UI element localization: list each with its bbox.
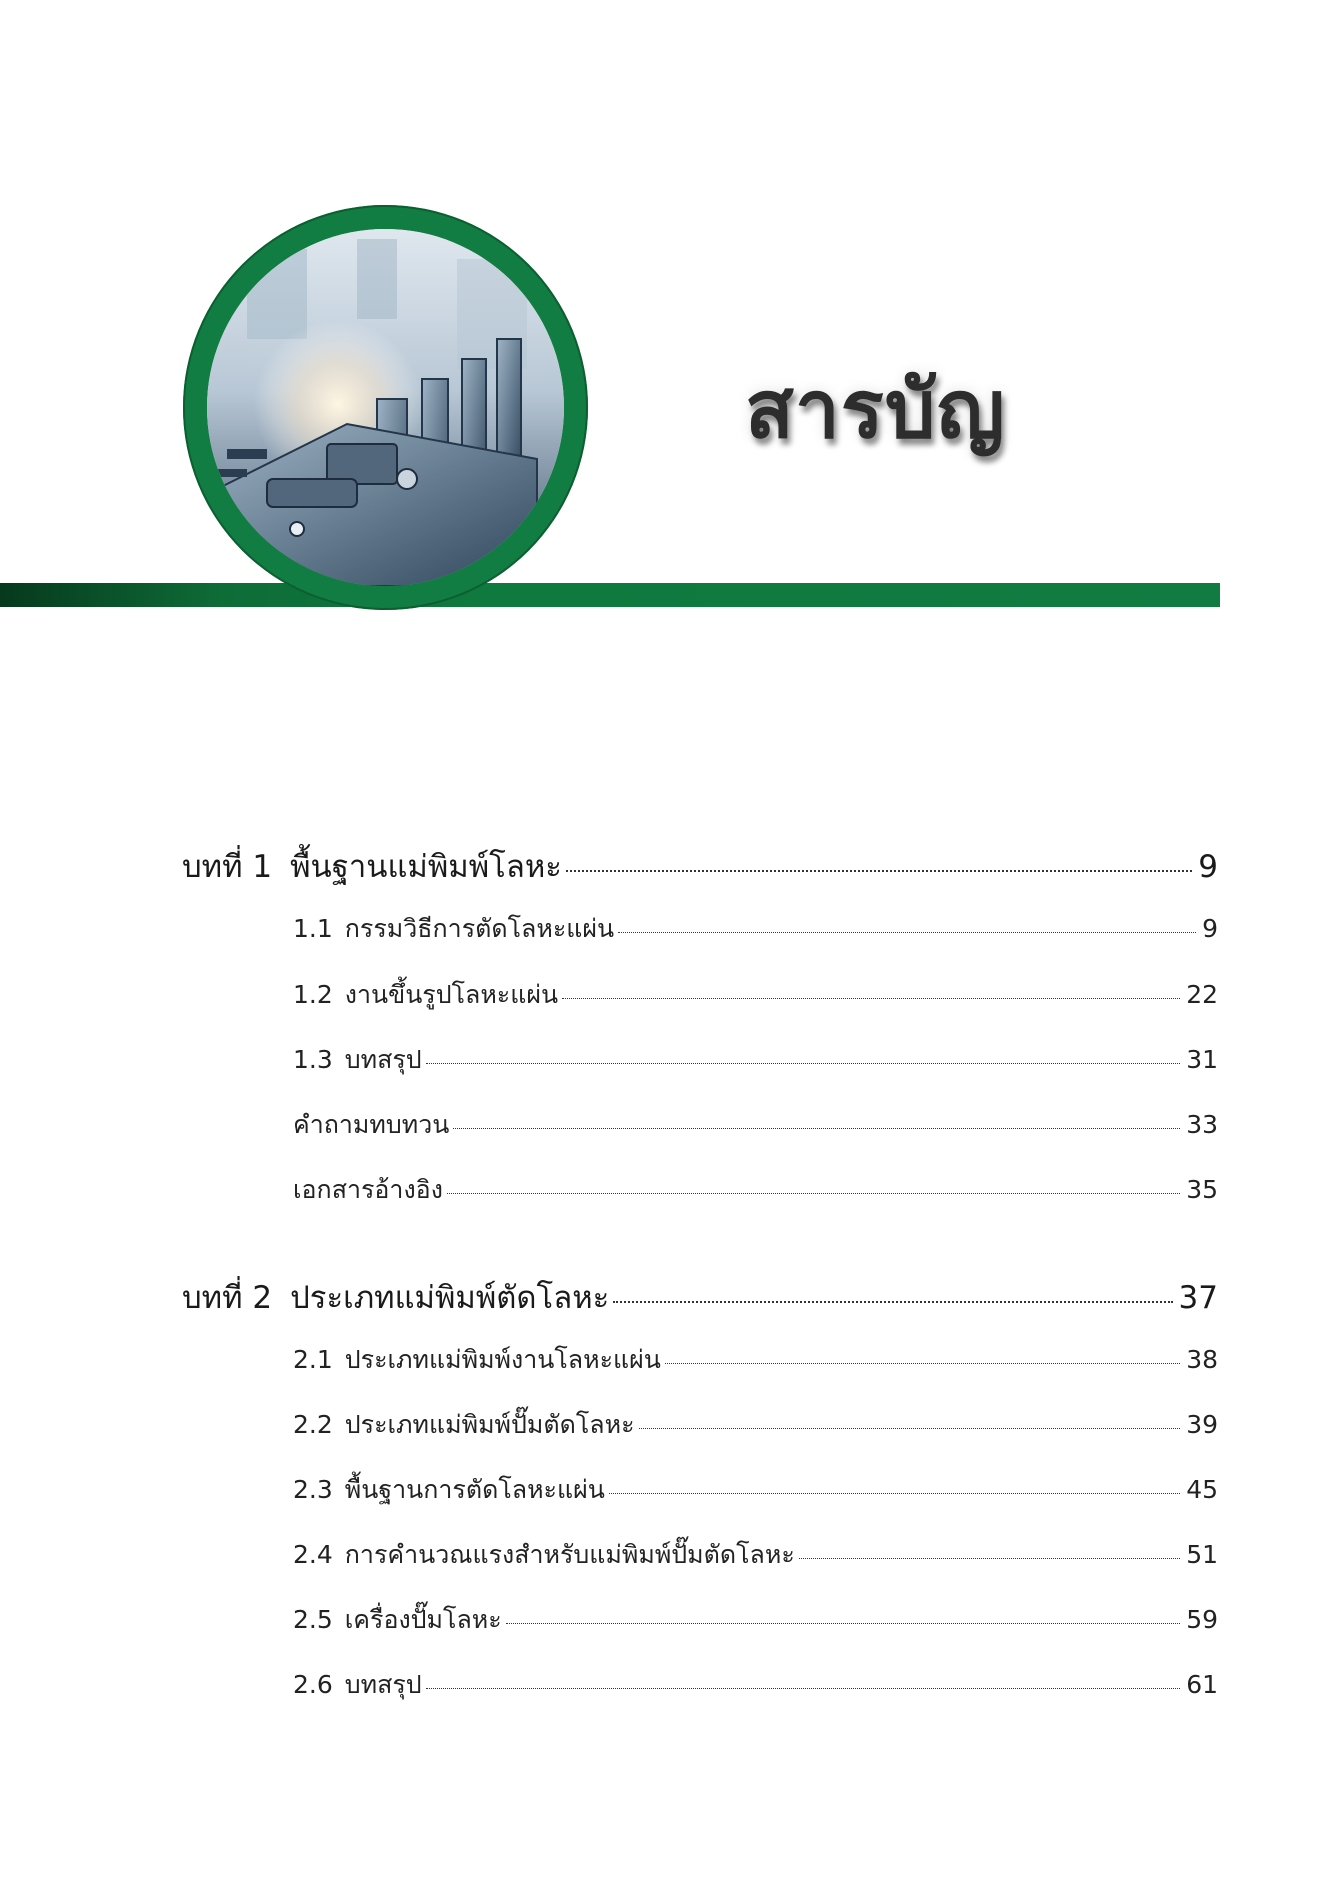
toc-section[interactable] (293, 1470, 1218, 1506)
page-number: 39 (1186, 1410, 1218, 1439)
page-number: 9 (1202, 914, 1218, 943)
section-number: 1.3 (293, 1045, 333, 1074)
toc-section[interactable] (293, 1665, 1218, 1701)
chapter-label: บทที่ 1 (182, 849, 273, 885)
toc-section[interactable] (293, 1340, 1218, 1376)
page-number: 9 (1198, 849, 1218, 885)
dot-leader (566, 870, 1192, 872)
toc-section[interactable] (293, 1600, 1218, 1636)
toc-section[interactable] (293, 1040, 1218, 1076)
section-title: คำถามทบทวน (293, 1110, 450, 1139)
section-title: เอกสารอ้างอิง (293, 1175, 443, 1204)
section-title: พื้นฐานการตัดโลหะแผ่น (344, 1475, 605, 1504)
section-title: การคำนวณแรงสำหรับแม่พิมพ์ปั๊มตัดโลหะ (344, 1540, 795, 1569)
page-number: 45 (1186, 1475, 1218, 1504)
dot-leader (426, 1688, 1181, 1689)
header-green-bar (0, 583, 1220, 607)
page-number: 59 (1186, 1605, 1218, 1634)
industrial-machine-photo (207, 229, 564, 586)
page-title: สารบัญ (745, 363, 1006, 456)
section-number: 2.3 (293, 1475, 333, 1504)
dot-leader (506, 1623, 1181, 1624)
toc-chapter-2[interactable] (182, 1272, 1218, 1316)
toc-section[interactable] (293, 1405, 1218, 1441)
toc-section[interactable] (293, 1535, 1218, 1571)
chapter-title: พื้นฐานแม่พิมพ์โลหะ (290, 849, 562, 885)
dot-leader (618, 932, 1196, 933)
toc-section[interactable] (293, 1105, 1218, 1141)
section-number: 2.2 (293, 1410, 333, 1439)
page-number: 35 (1186, 1175, 1218, 1204)
dot-leader (453, 1128, 1180, 1129)
dot-leader (609, 1493, 1180, 1494)
section-number: 1.2 (293, 980, 333, 1009)
dot-leader (426, 1063, 1181, 1064)
page-number: 22 (1186, 980, 1218, 1009)
section-number: 2.4 (293, 1540, 333, 1569)
section-title: เครื่องปั๊มโลหะ (344, 1605, 502, 1634)
page-number: 31 (1186, 1045, 1218, 1074)
section-number: 2.6 (293, 1670, 333, 1699)
section-number: 2.1 (293, 1345, 333, 1374)
page-number: 37 (1178, 1280, 1218, 1316)
dot-leader (562, 998, 1180, 999)
toc-section[interactable] (293, 909, 1218, 945)
page-number: 33 (1186, 1110, 1218, 1139)
page-number: 38 (1186, 1345, 1218, 1374)
dot-leader (639, 1428, 1181, 1429)
section-title: ประเภทแม่พิมพ์งานโลหะแผ่น (344, 1345, 661, 1374)
toc-section[interactable] (293, 975, 1218, 1011)
section-title: บทสรุป (344, 1670, 422, 1699)
toc-section[interactable] (293, 1170, 1218, 1206)
machine-illustration-icon (207, 229, 564, 586)
dot-leader (665, 1363, 1180, 1364)
section-title: กรรมวิธีการตัดโลหะแผ่น (344, 914, 615, 943)
dot-leader (799, 1558, 1180, 1559)
page-number: 51 (1186, 1540, 1218, 1569)
section-title: บทสรุป (344, 1045, 422, 1074)
toc-chapter-1[interactable] (182, 841, 1218, 885)
section-number: 2.5 (293, 1605, 333, 1634)
page-number: 61 (1186, 1670, 1218, 1699)
section-number: 1.1 (293, 914, 333, 943)
dot-leader (447, 1193, 1180, 1194)
chapter-title: ประเภทแม่พิมพ์ตัดโลหะ (290, 1280, 610, 1316)
section-title: งานขึ้นรูปโลหะแผ่น (344, 980, 559, 1009)
dot-leader (613, 1301, 1172, 1303)
section-title: ประเภทแม่พิมพ์ปั๊มตัดโลหะ (344, 1410, 635, 1439)
chapter-label: บทที่ 2 (182, 1280, 273, 1316)
